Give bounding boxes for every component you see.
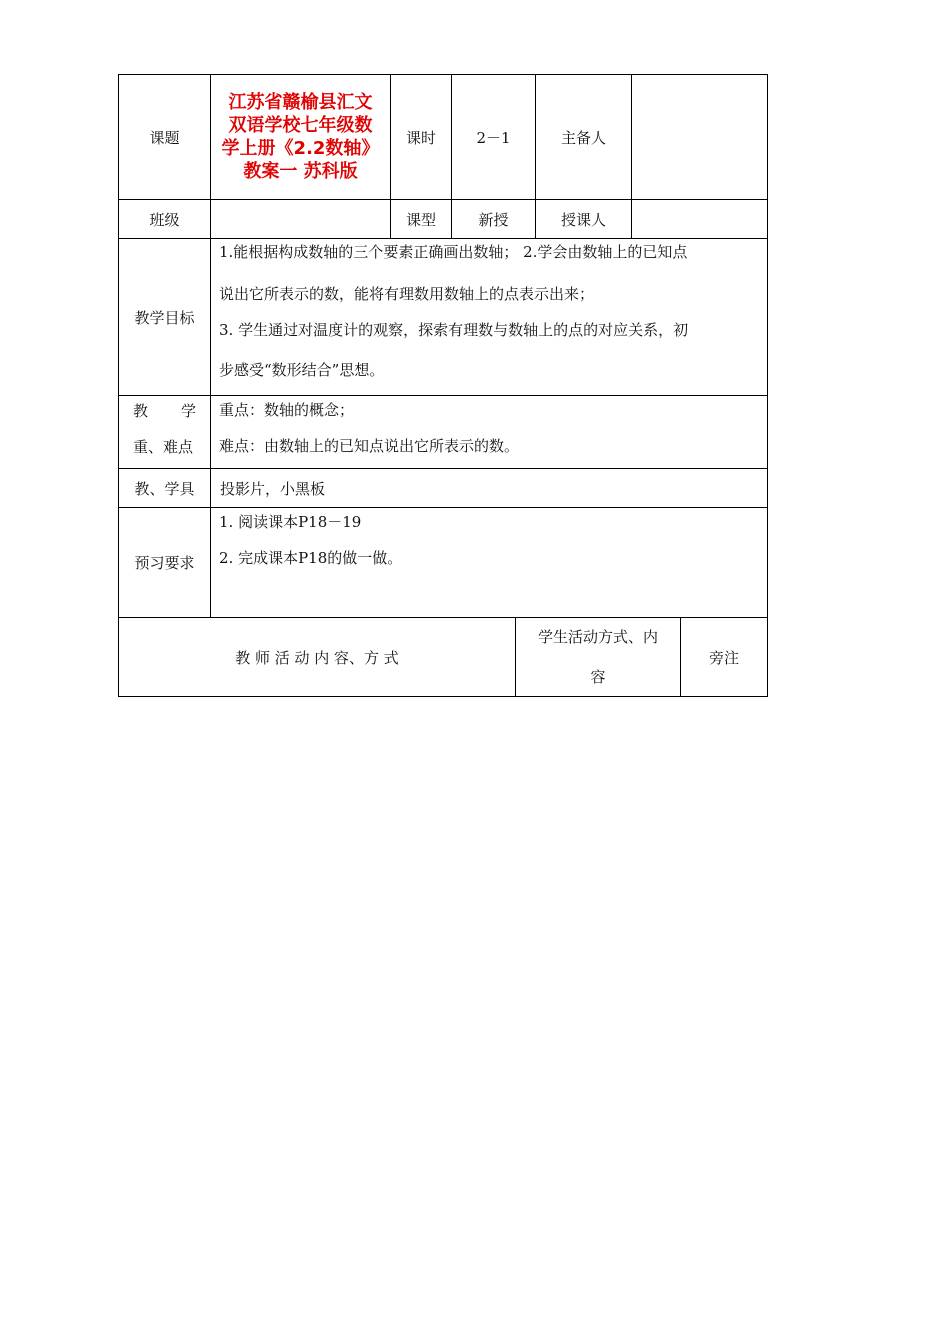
teacher-label-cell	[535, 199, 632, 239]
tools-value: 投影片，小黑板	[220, 479, 326, 498]
topic-label-cell	[118, 74, 211, 200]
tools-content-cell	[210, 468, 768, 508]
period-value-cell	[451, 74, 536, 200]
keypoints-label-c: 重、难点	[133, 438, 194, 456]
class-value-cell	[210, 199, 391, 239]
preparer-label: 主备人	[560, 128, 606, 147]
topic-label: 课题	[149, 128, 180, 147]
student-activity-line-2: 容	[590, 668, 606, 686]
difficulty-text: 难点：由数轴上的已知点说出它所表示的数。	[219, 437, 520, 455]
type-label-cell	[390, 199, 452, 239]
preparer-value-cell	[631, 74, 768, 200]
tools-label: 教、学具	[134, 479, 195, 498]
class-label-cell	[118, 199, 211, 239]
teacher-activity-label: 教 师 活 动 内 容、方 式	[235, 648, 399, 667]
notes-cell	[680, 617, 768, 697]
preview-item-2: 2. 完成课本P18的做一做。	[219, 549, 403, 567]
preparer-label-cell	[535, 74, 632, 200]
keypoints-label-b: 学	[181, 402, 197, 420]
student-activity-cell	[515, 617, 681, 697]
lesson-title: 江苏省赣榆县汇文双语学校七年级数学上册《2.2数轴》教案一 苏科版	[221, 92, 380, 182]
keypoints-label-cell	[118, 395, 211, 469]
key-point-text: 重点：数轴的概念；	[219, 401, 355, 419]
type-value: 新授	[478, 210, 509, 229]
keypoints-label-a: 教	[133, 402, 149, 420]
type-value-cell	[451, 199, 536, 239]
teacher-label: 授课人	[560, 210, 606, 229]
goals-line-1: 1.能根据构成数轴的三个要素正确画出数轴； 2.学会由数轴上的已知点	[219, 243, 688, 261]
period-label-cell	[390, 74, 452, 200]
student-activity-line-1: 学生活动方式、内	[537, 628, 658, 646]
preview-item-1: 1. 阅读课本P18－19	[219, 513, 362, 531]
period-value: 2－1	[476, 128, 511, 147]
period-label: 课时	[405, 128, 436, 147]
tools-label-cell	[118, 468, 211, 508]
goals-line-4: 步感受“数形结合”思想。	[219, 361, 385, 379]
goals-line-2: 说出它所表示的数，能将有理数用数轴上的点表示出来；	[219, 285, 595, 303]
class-label: 班级	[149, 210, 180, 229]
teacher-value-cell	[631, 199, 768, 239]
preview-label-cell	[118, 507, 211, 618]
type-label: 课型	[405, 210, 436, 229]
title-cell	[210, 74, 391, 200]
preview-label: 预习要求	[134, 554, 195, 572]
goals-label-cell	[118, 238, 211, 396]
teacher-activity-cell	[118, 617, 516, 697]
notes-label: 旁注	[708, 648, 739, 667]
goals-line-3: 3. 学生通过对温度计的观察，探索有理数与数轴上的点的对应关系，初	[219, 321, 689, 339]
goals-label: 教学目标	[134, 308, 195, 327]
